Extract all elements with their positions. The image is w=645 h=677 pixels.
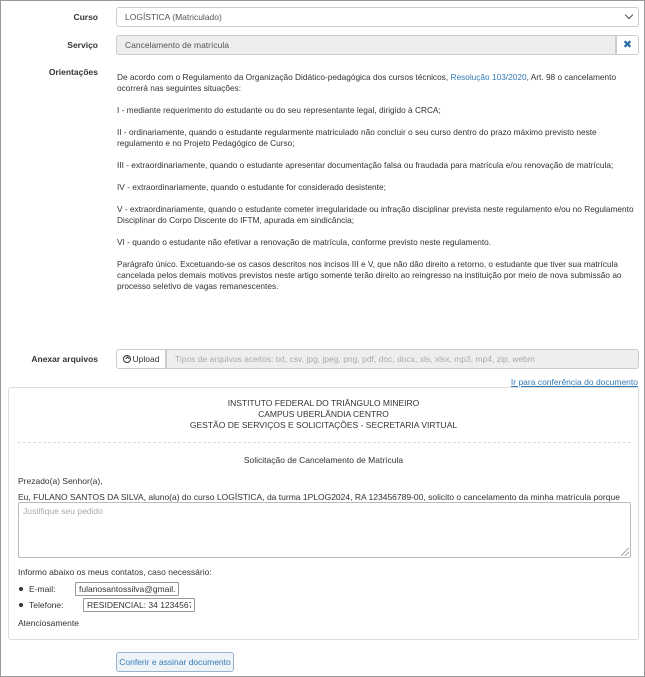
email-field[interactable]	[75, 582, 179, 596]
doc-divider	[18, 442, 631, 443]
orientacao-item: I - mediante requerimento do estudante ou do seu representante legal, dirigido à CRCA;	[117, 105, 441, 115]
upload-file-types-field: Tipos de arquivos aceitos: txt, csv, jpg, jpeg, png, pdf, doc, docx, xls, xlsx, mp3, mp4, zip, webm	[166, 349, 639, 369]
orientacoes-label: Orientações	[48, 67, 98, 77]
orientacao-item: V - extraordinariamente, quando o estudante cometer irregularidade ou infração disciplinar prevista neste regulamento e/ou no Regulamento Disciplinar do Corpo Discente do IFTM, apurada em sindicância;	[117, 204, 634, 225]
bullet-icon	[19, 603, 23, 607]
upload-button[interactable]	[116, 349, 166, 369]
sign-document-button[interactable]: Conferir e assinar documento	[116, 652, 234, 672]
orientacoes-text	[117, 72, 639, 303]
bullet-icon	[19, 587, 23, 591]
orientacao-item: III - extraordinariamente, quando o estudante apresentar documentação falsa ou fraudada para matrícula e/ou renovação de matrícula;	[117, 160, 614, 170]
conferencia-link[interactable]: Ir para conferência do documento	[510, 377, 638, 387]
curso-select-value: LOGÍSTICA (Matriculado)	[125, 12, 222, 22]
upload-button-label: Upload	[132, 354, 160, 364]
doc-closing: Atenciosamente	[18, 618, 79, 628]
doc-header-line1: INSTITUTO FEDERAL DO TRIÂNGULO MINEIRO	[227, 398, 420, 408]
orientacoes-intro: De acordo com o Regulamento da Organização Didático-pedagógica dos cursos técnicos, Resolução 103/2020, Art. 98 o cancelamento ocorrerá nas seguintes situações:	[117, 72, 617, 93]
doc-statement: Eu, FULANO SANTOS DA SILVA, aluno(a) do curso LOGÍSTICA, da turma 1PLOG2024, RA 123456789-00, solicito o cancelamento da minha matrícula porque	[18, 492, 620, 502]
phone-label: Telefone:	[29, 600, 64, 610]
servico-field: Cancelamento de matrícula	[116, 35, 616, 55]
anexar-label: Anexar arquivos	[31, 354, 98, 364]
curso-select[interactable]	[116, 7, 639, 27]
servico-label: Serviço	[67, 40, 98, 50]
resolucao-link[interactable]: Resolução 103/2020	[450, 72, 527, 82]
doc-header-line2: CAMPUS UBERLÂNDIA CENTRO	[258, 409, 389, 419]
servico-clear-button[interactable]	[616, 35, 639, 55]
close-icon: ✖	[622, 39, 633, 51]
doc-contacts-intro: Informo abaixo os meus contatos, caso necessário:	[18, 567, 212, 577]
orientacao-paragrafo-unico: Parágrafo único. Excetuando-se os casos descritos nos incisos III e V, que não dão direito a retorno, o estudante que tiver sua matrícula cancelada pelos demais motivos previstos neste artigo somente terão direito ao reingresso na instituição por meio de nova submissão ao processo seletivo de vagas remanescentes.	[117, 259, 622, 291]
chevron-down-icon	[625, 11, 633, 19]
curso-label: Curso	[73, 12, 98, 22]
doc-greeting: Prezado(a) Senhor(a),	[18, 476, 103, 486]
justify-textarea[interactable]	[18, 502, 631, 558]
email-label: E-mail:	[29, 584, 56, 594]
document-preview	[8, 387, 639, 640]
phone-field[interactable]	[83, 598, 195, 612]
orientacao-item: II - ordinariamente, quando o estudante regularmente matriculado não concluir o seu curso dentro do prazo máximo previsto neste regulamento e no Projeto Pedagógico de Curso;	[117, 127, 597, 148]
orientacao-item: IV - extraordinariamente, quando o estudante for considerado desistente;	[117, 182, 386, 192]
upload-icon	[123, 355, 131, 363]
doc-header-line3: GESTÃO DE SERVIÇOS E SOLICITAÇÕES - SECRETARIA VIRTUAL	[189, 420, 458, 430]
doc-title: Solicitação de Cancelamento de Matrícula	[243, 455, 404, 465]
resize-grip-icon[interactable]	[621, 548, 629, 556]
orientacao-item: VI - quando o estudante não efetivar a renovação de matrícula, conforme previsto neste regulamento.	[117, 237, 492, 247]
